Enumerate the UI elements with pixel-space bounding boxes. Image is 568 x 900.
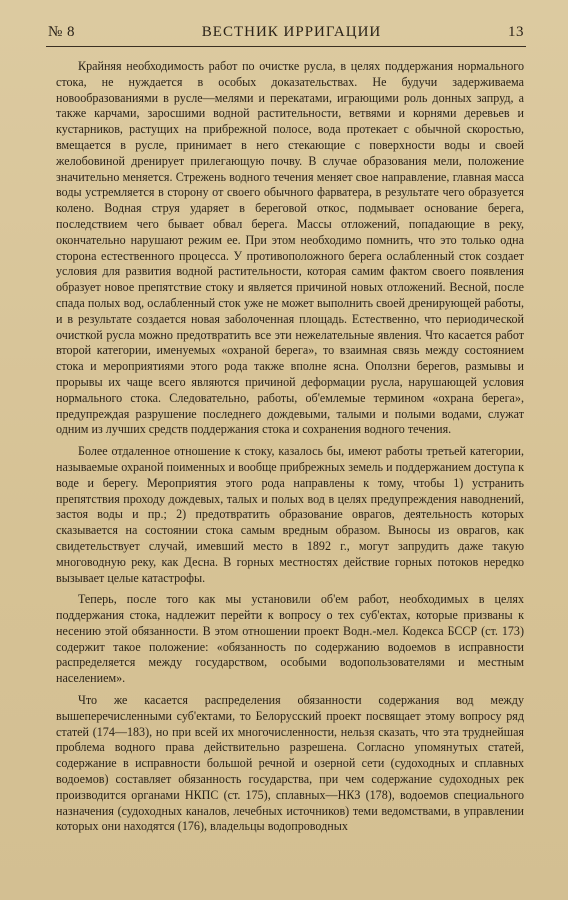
page-header bbox=[46, 24, 526, 47]
paragraph: Крайняя необходимость работ по очистке русла, в целях поддержания нормального стока, не нуждается в особых доказательствах. Не будучи задерживаема новообразованиями в русле—мелями и перекатами, играющими роль донных запруд, а также карчами, заросшими водной растительности, ветвями и корнями деревьев и кустарников, растущих на прибрежной полосе, вода протекает с обычной скоростью, вмещается в русле, принимает в него стекающие с поверхности воды и своей желобовиной дренирует прилегающую почву. В случае образования мели, положение значительно меняется. Стрежень водного течения меняет свое направление, главная масса воды устремляется в сторону от своего обычного фарватера, в результате чего образуется колено. Водная струя ударяет в береговой откос, подмывает основание берега, последствием чего бывает обвал берега. Массы отложений, попадающие в реку, окончательно нарушают режим ее. При этом необходимо помнить, что это только одна сторона естественного процесса. У противоположного берега ослабленный сток создает условия для развития водной растительности, которая самим фактом своего появления образует новое препятствие стоку и является причиной новых отложений. Весной, после спада полых вод, ослабленный сток уже не может выполнить своей дренирующей работы, и в результате создается новая заболоченная площадь. Естественно, что периодической очисткой русла можно предотвратить все эти нежелательные явления. Что касается работ второй категории, именуемых «охраной берега», то взаимная связь между состоянием стока и мероприятиями этого рода также вполне ясна. Оползни берегов, размывы и прорывы их чаще всего являются причиной деформации русла, нарушающей условия нормального стока. Следовательно, работы, об'емлемые термином «охрана берега», предупреждая разрушение последнего дождевыми, талыми и полыми водами, служат одним из лучших средств поддержания стока и сохранения водного течения. bbox=[56, 59, 524, 437]
issue-number: № 8 bbox=[48, 24, 76, 40]
paragraph: Теперь, после того как мы установили об'ем работ, необходимых в целях поддержания стока, надлежит перейти к вопросу о тех суб'ектах, которые призваны к несению этой обязанности. В этом отношении проект Водн.-мел. Кодекса БССР (ст. 173) содержит такое положение: «обязанность по содержанию водоемов в исправности распределяется между государством, особыми водопользователями и местным населением». bbox=[56, 592, 524, 686]
paragraph: Более отдаленное отношение к стоку, казалось бы, имеют работы третьей категории, называемые охраной поименных и вообще прибрежных земель и поддержанием доступа к воде и берегу. Мероприятия этого рода направлены к тому, чтобы 1) устранить препятствия проходу дождевых, талых и полых вод в целях предупреждения наводнений, застоя воды и пр.; 2) предотвратить образование оврагов, деятельность которых сказывается на состоянии стока самым вредным образом. Выносы из оврагов, как свидетельствует случай, имевший место в 1892 г., могут запрудить даже такую многоводную реку, как Десна. В горных местностях действие горных потоков нередко вызывает целые катастрофы. bbox=[56, 444, 524, 585]
article-body bbox=[56, 59, 524, 835]
paragraph: Что же касается распределения обязанности содержания вод между вышеперечисленными суб'ектами, то Белорусский проект посвящает этому вопросу ряд статей (174—183), но при всей их многочисленности, нельзя сказать, что эта труднейшая проблема водного права действительно разрешена. Согласно упомянутых статей, содержание в исправности большой речной и озерной сети (судоходных и сплавных водоемов) составляет обязанность государства, при чем содержание судоходных рек производится органами НКПС (ст. 175), сплавных—НКЗ (178), водоемов специального назначения (судоходных каналов, лечебных источников) теми ведомствами, в управлении которых они находятся (176), владельцы водопроводных bbox=[56, 693, 524, 834]
page-number: 13 bbox=[507, 24, 524, 40]
journal-title: ВЕСТНИК ИРРИГАЦИИ bbox=[201, 24, 382, 40]
